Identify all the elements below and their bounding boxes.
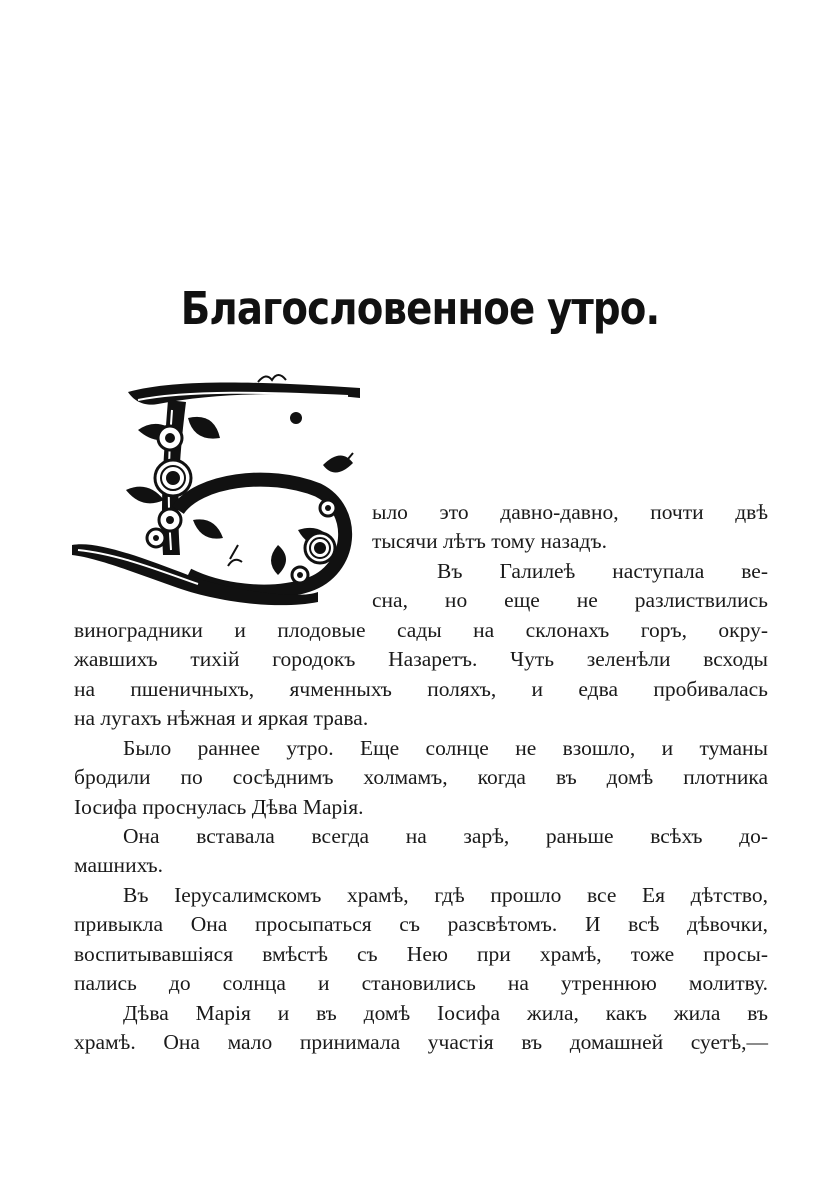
text-line: бродили по сосѣднимъ холмамъ, когда въ домѣ плотника — [74, 765, 768, 789]
text-line: тысячи лѣтъ тому назадъ. — [372, 529, 607, 553]
text-line: Іосифа проснулась Дѣва Марія. — [74, 795, 364, 819]
text-line: привыкла Она просыпаться съ разсвѣтомъ. И всѣ дѣвочки, — [74, 912, 768, 936]
text-line: сна, но еще не разлиствились — [372, 588, 768, 612]
text-line: Она вставала всегда на зарѣ, раньше всѣхъ до- — [123, 824, 768, 848]
text-line: Дѣва Марія и въ домѣ Іосифа жила, какъ жила въ — [123, 1001, 768, 1025]
drop-cap-illustration — [68, 370, 368, 610]
text-line: на пшеничныхъ, ячменныхъ поляхъ, и едва пробивалась — [74, 677, 768, 701]
text-line: машнихъ. — [74, 853, 163, 877]
chapter-title: Благословенное утро. — [180, 282, 660, 335]
text-line: жавшихъ тихій городокъ Назаретъ. Чуть зеленѣли всходы — [74, 647, 768, 671]
text-line: на лугахъ нѣжная и яркая трава. — [74, 706, 369, 730]
text-line: Въ Галилеѣ наступала ве- — [437, 559, 768, 583]
text-line: пались до солнца и становились на утреннюю молитву. — [74, 971, 768, 995]
text-line: Въ Іерусалимскомъ храмѣ, гдѣ прошло все Ея дѣтство, — [123, 883, 768, 907]
text-line: виноградники и плодовые сады на склонахъ горъ, окру- — [74, 618, 768, 642]
text-line: воспитывавшіяся вмѣстѣ съ Нею при храмѣ, тоже просы- — [74, 942, 768, 966]
text-line: храмѣ. Она мало принимала участія въ домашней суетѣ,— — [74, 1030, 768, 1054]
text-line: Было раннее утро. Еще солнце не взошло, и туманы — [123, 736, 768, 760]
text-line: ыло это давно-давно, почти двѣ — [372, 500, 768, 524]
